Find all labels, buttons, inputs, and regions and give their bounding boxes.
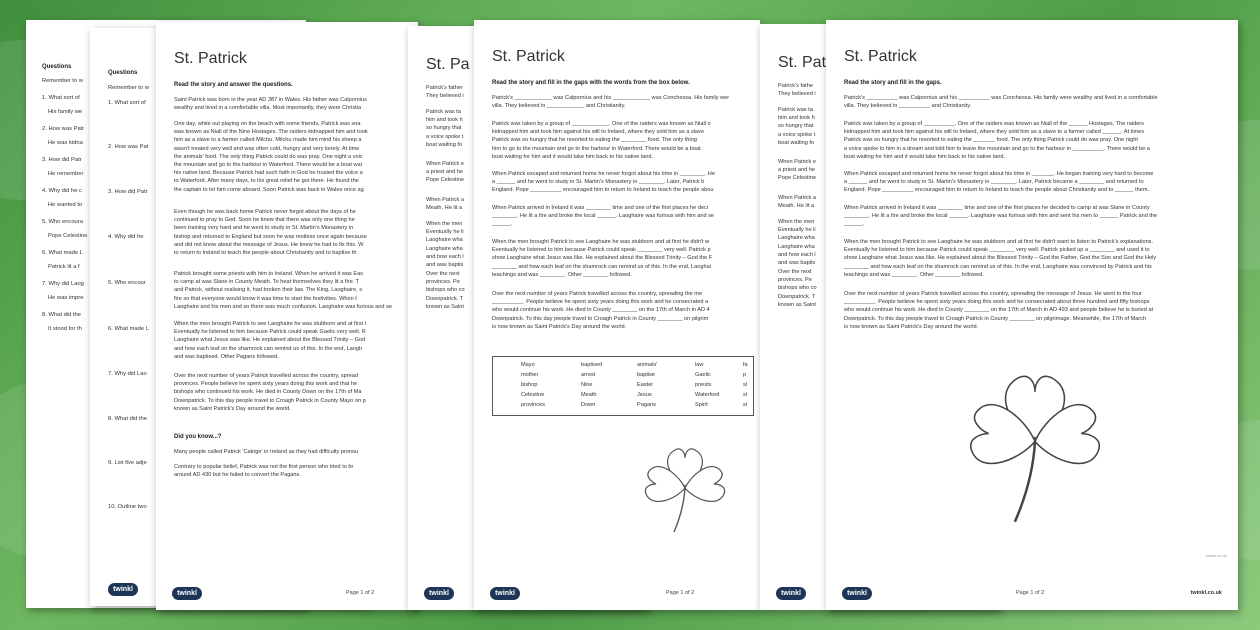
word-box-word: priests [695, 382, 712, 388]
story-paragraph-3: When Patrick e a priest and he Pope Celestine [426, 161, 464, 184]
question-7: 7. Why did Laog [42, 281, 84, 287]
word-box-word: animals' [637, 362, 658, 368]
questions-heading: Questions [42, 64, 72, 70]
page-title: St. Patrick [492, 48, 565, 65]
story-paragraph-1: Saint Patrick was born in the year AD 387 in Wales. His father was Calpornius wealthy and lived in a comfortable villa. Most importantly, they were Christia [174, 97, 367, 112]
answer-2: He was kidna [48, 140, 83, 146]
word-box-word: Down [581, 402, 596, 408]
story-paragraph-5: When the men Eventually he li Laoghaire wha Laoghaire wha and how each l and was baptis [778, 219, 816, 267]
twinkl-logo: twinkl [424, 587, 454, 600]
word-box-word: provinces [521, 402, 545, 408]
worksheet-story [156, 22, 418, 610]
question-3: 3. How did Patr [108, 189, 148, 195]
answer-7: He was impre [48, 295, 84, 301]
did-you-know-heading: Did you know...? [174, 434, 222, 440]
questions-intro: Remember to w [108, 85, 149, 91]
word-box-word: sl [743, 402, 748, 408]
story-paragraph-4: When Patrick arrived in Ireland it was ________ time and one of the first places he deci ________. He lit a fire and broke the local ______. Laoghaire was furious with him and se ______. [492, 205, 715, 228]
story-paragraph-6: Over the next number of years Patrick travelled across the country, spreading the me __________. People believe he spent sixty years doing this work and he consecrated a who would continue his work. He died in County ________ on the 17th of March in AD 4 Downpatrick. To this day people travel to Croagh Patrick in County ________ on pilgrim is now known as Saint Patrick's Day around the world. [492, 291, 710, 330]
question-4: 4. Why did he [108, 234, 144, 240]
story-paragraph-5: When the men Eventually he li Laoghaire wha Laoghaire wha and how each l and was baptis [426, 221, 464, 269]
question-4: 4. Why did he c [42, 188, 82, 194]
question-5: 5. Who encoura [42, 219, 83, 225]
story-paragraph-3: Even though he was back home Patrick never forgot about the days of he continued to pray to God. Soon he knew that there was only one thing he been training very hard and he went to study in St. Martin's Monastery in bishop and returned to England but soon he was restless once again because and did not know about the message of Jesus. He knew he had to fix this. W to return to Ireland to teach the people about Christianity and to baptise th [174, 209, 367, 257]
story-paragraph-1: Patrick's fathe They believed i [778, 83, 816, 98]
story-paragraph-3: When Patrick escaped and returned home he never forgot about his time in ________. He a ______ and he went to study in St. Martin's Monastery in ________. Later, Patrick b England. Pope __________ encouraged him to return to Ireland to teach the people abou [492, 171, 715, 194]
word-box-word: law [695, 362, 704, 368]
word-box-word: Spirit [695, 402, 708, 408]
word-box-word: Meath [581, 392, 597, 398]
story-paragraph-5: When the men brought Patrick to see Laoghaire he was stubborn and at first he didn't want to listen to Patrick's explanations. Eventually he listened to him because Patrick could speak ________ very well. Patrick picked up a ________ and used it to show Laoghaire what Jesus was like. He explained about the Blessed Trinity – God the Father, God the Son and God the Holy ________ and how each leaf on the shamrock can remind us of this. In the end, Laoghaire was convinced by Patrick and his teachings and was ________. Other ________ followed. [844, 239, 1157, 278]
question-10: 10. Outline two [108, 504, 147, 510]
question-6: 6. What made L [42, 250, 83, 256]
instruction: Read the story and answer the questions. [174, 82, 293, 88]
word-box-word: Celestine [521, 392, 545, 398]
story-paragraph-5: When the men brought Patrick to see Laoghaire he was stubborn and at first he didn't w Eventually he listened to him because Patrick could speak ________ very well. Patrick p show Laoghaire what Jesus was like. He explained about the Blessed Trinity – God the F ________ and how each leaf on the shamrock can remind us of this. In the end, Laoghai teachings and was ________. Other ________ followed. [492, 239, 713, 278]
question-7: 7. Why did Lao [108, 371, 147, 377]
answer-3: He remember [48, 171, 84, 177]
shamrock-icon [630, 438, 740, 538]
twinkl-logo: twinkl [842, 587, 872, 600]
question-5: 5. Who encour [108, 280, 146, 286]
answer-4: He wanted to [48, 202, 83, 208]
story-paragraph-2: Patrick was taken by a group of ____________. One of the raiders was known as Niall o kidnapped him and took him against his will to Ireland, where they sold him as a slave Patrick was so hungry that he resorted to eating the ________ food. The only thing him to go to the mountain and go to the harbour in Waterford. There would be a boat boat waiting for him and it would take him back to his native land. [492, 121, 711, 160]
worksheet-fill-gaps [826, 20, 1238, 610]
word-box-word: fa [743, 362, 748, 368]
story-paragraph-1: Patrick's __________ was Calpornius and his __________ was Conchessa. His family were wealthy and lived in a comfortable villa. They believed in __________ and Christianity. [844, 95, 1158, 110]
question-9: 9. List five adje [108, 460, 147, 466]
story-paragraph-5: When the men brought Patrick to see Laoghaire he was stubborn and at first l Eventually he listened to him because Patrick could speak Gaelic very well. R Laoghaire what Jesus was like. He explained about the Blessed Trinity – God and how each leaf on the shamrock can remind us of this. In the end, Laogh and was baptised. Other Pagans followed. [174, 321, 366, 360]
twinkl-logo: twinkl [172, 587, 202, 600]
word-box-word: Nine [581, 382, 593, 388]
twinkl-logo: twinkl [108, 583, 138, 596]
story-paragraph-4: Patrick brought some priests with him to Ireland. When he arrived it was Eas to camp at was Slane in County Meath. To heat themselves they lit a fire. T and Patrick, without realising it, had broken their law. The King, Laoghaire, s fire so that everyone would know it was time to start the festivities. When t Laoghaire and his men and so there was much confusion. Laoghaire was furious and se [174, 271, 392, 310]
page-title: St. Patrick [844, 48, 917, 65]
page-number: Page 1 of 2 [666, 590, 695, 596]
questions-heading: Questions [108, 70, 138, 76]
story-paragraph-2: Patrick was taken by a group of __________. One of the raiders was known as Niall of the ______ Hostages. The raiders kidnapped him and took him against his will to Ireland, where they sold him as a slave to a farmer called ______. At times Patrick was so hungry that he resorted to eating the _______ food. The only thing Patrick could do was pray. One night a voice spoke to him in a dream and told him to leave the mountain and go to the harbour in __________. There would be a boat waiting for him and it would take him back to his native land. [844, 121, 1150, 160]
word-box-word: sl [743, 382, 748, 388]
worksheet-fill-gaps-word-box [474, 20, 760, 610]
question-1: 1. What sort of [42, 95, 80, 101]
story-paragraph-1: Patrick's ____________ was Calpornius and his ____________ was Conchessa. His family wer villa. They believed in ____________ and Christianity. [492, 95, 730, 110]
page-title: St. Pa [426, 56, 470, 73]
shamrock-icon [950, 360, 1120, 532]
question-8: 8. What did the [108, 416, 147, 422]
question-8: 8. What did the [42, 312, 81, 318]
story-paragraph-2: One day, while out playing on the beach with some friends, Patrick was sna was known as Niall of the Nine Hostages. The raiders kidnapped him and took him as a slave to a farmer called Milchu. Milchu made him mind his sheep a wasn't treated very well and was often cold, hungry and very lonely. At time the animals' food. The only thing Patrick could do was pray. One night a voic the mountain and go to the harbour in Waterford. There would be a boat wai his native land. Because Patrick had such faith in God he trusted the voice a to Waterford. After many days, to his great relief he got there. He found the the captain to let him come aboard. Soon Patrick was back in Wales once ag [174, 121, 368, 193]
page-number: Page 1 of 2 [1016, 590, 1045, 596]
twinkl-logo: twinkl [776, 587, 806, 600]
story-paragraph-6: Over the next provinces. Pe bishops who co Downpatrick. T known as Saint [778, 269, 817, 308]
image-credit: twinkl.co.uk [1206, 553, 1227, 558]
question-6: 6. What made L [108, 326, 149, 332]
story-paragraph-6: Over the next number of years Patrick travelled across the country, spreading the message of Jesus. He went to the four __________. People believe he spent sixty years doing this work and he consecrated about three hundred and fifty bishops who would continue his work. He died in County ________ on the 17th of March in AD 493 and people believe he is buried at Downpatrick. To this day people travel to Croagh Patrick in County ________ on pilgrimage. Meanwhile, the 17th of March is now known as Saint Patrick's Day around the world. [844, 291, 1154, 330]
story-paragraph-4: When Patrick a Meath. He lit a [426, 197, 464, 212]
word-box-word: Pagans [637, 402, 656, 408]
word-box-word: arrest [581, 372, 596, 378]
twinkl-logo: twinkl [490, 587, 520, 600]
word-box-word: Easter [637, 382, 654, 388]
story-paragraph-3: When Patrick e a priest and he Pope Celestine [778, 159, 816, 182]
word-box-word: Mayo [521, 362, 535, 368]
word-box-word: Waterford [695, 392, 720, 398]
answer-5: Pope Celestine [48, 233, 88, 239]
story-paragraph-6: Over the next number of years Patrick travelled across the country, spread provinces. People believe he spent sixty years doing this work and that he bishops who continued his work. He died in County Down on the 17th of Ma Downpatrick. To this day people travel to Croagh Patrick in County Mayo on p known as Saint Patrick's Day around the world. [174, 373, 366, 412]
story-paragraph-1: Patrick's father They believed i [426, 85, 464, 100]
answer-1: His family we [48, 109, 83, 115]
questions-intro: Remember to w [42, 78, 83, 84]
word-box-word: sl [743, 392, 748, 398]
page-title: St. Patrick [174, 50, 247, 67]
question-3: 3. How did Patr [42, 157, 82, 163]
page-number: Page 1 of 2 [346, 590, 375, 596]
story-paragraph-4: When Patrick arrived in Ireland it was ________ time and one of the first places he decided to camp at was Slane in County ________. He lit a fire and broke the local ______. Laoghaire was furious with him and sent his men to ______ Patrick and the ______. [844, 205, 1158, 228]
word-box-word: baptised [581, 362, 603, 368]
question-2: 2. How was Patr [42, 126, 85, 132]
fact-2: Contrary to popular belief, Patrick was not the first person who tried to br around AD 430 but he failed to convert the Pagans. [174, 464, 354, 479]
page-title: St. Pat [778, 54, 827, 71]
instruction: Read the story and fill in the gaps. [844, 80, 942, 86]
word-box-word: baptise [637, 372, 656, 378]
word-box-word: Jesus [637, 392, 652, 398]
word-box [492, 356, 754, 416]
fact-1: Many people called Patrick 'Catrige' in Ireland as they had difficulty pronou [174, 449, 359, 455]
question-1: 1. What sort of [108, 100, 146, 106]
instruction: Read the story and fill in the gaps with the words from the box below. [492, 80, 690, 86]
answer-6: Patrick lit a f [48, 264, 80, 270]
story-paragraph-3: When Patrick escaped and returned home he never forgot about his time in _______. He began training very hard to become a ______ and he went to study in St. Martin's Monastery in ________. Later, Patrick became a ________ and returned to England. Pope __________ encouraged him to return to Ireland to teach the people about Christianity and to ______ them. [844, 171, 1154, 194]
question-2: 2. How was Pat [108, 144, 149, 150]
story-paragraph-4: When Patrick a Meath. He lit a [778, 195, 816, 210]
story-paragraph-2: Patrick was ta him and took h so hungry that a voice spoke t boat waiting fo [426, 109, 464, 148]
word-box-word: p [743, 372, 747, 378]
word-box-word: mother [521, 372, 539, 378]
website-url: twinkl.co.uk [1190, 590, 1222, 596]
story-paragraph-6: Over the next provinces. Pe bishops who co Downpatrick. T known as Saint [426, 271, 465, 310]
word-box-word: bishop [521, 382, 538, 388]
answer-8: It stood for th [48, 326, 82, 332]
word-box-word: Gaelic [695, 372, 711, 378]
story-paragraph-2: Patrick was ta him and took h so hungry that a voice spoke t boat waiting fo [778, 107, 816, 146]
